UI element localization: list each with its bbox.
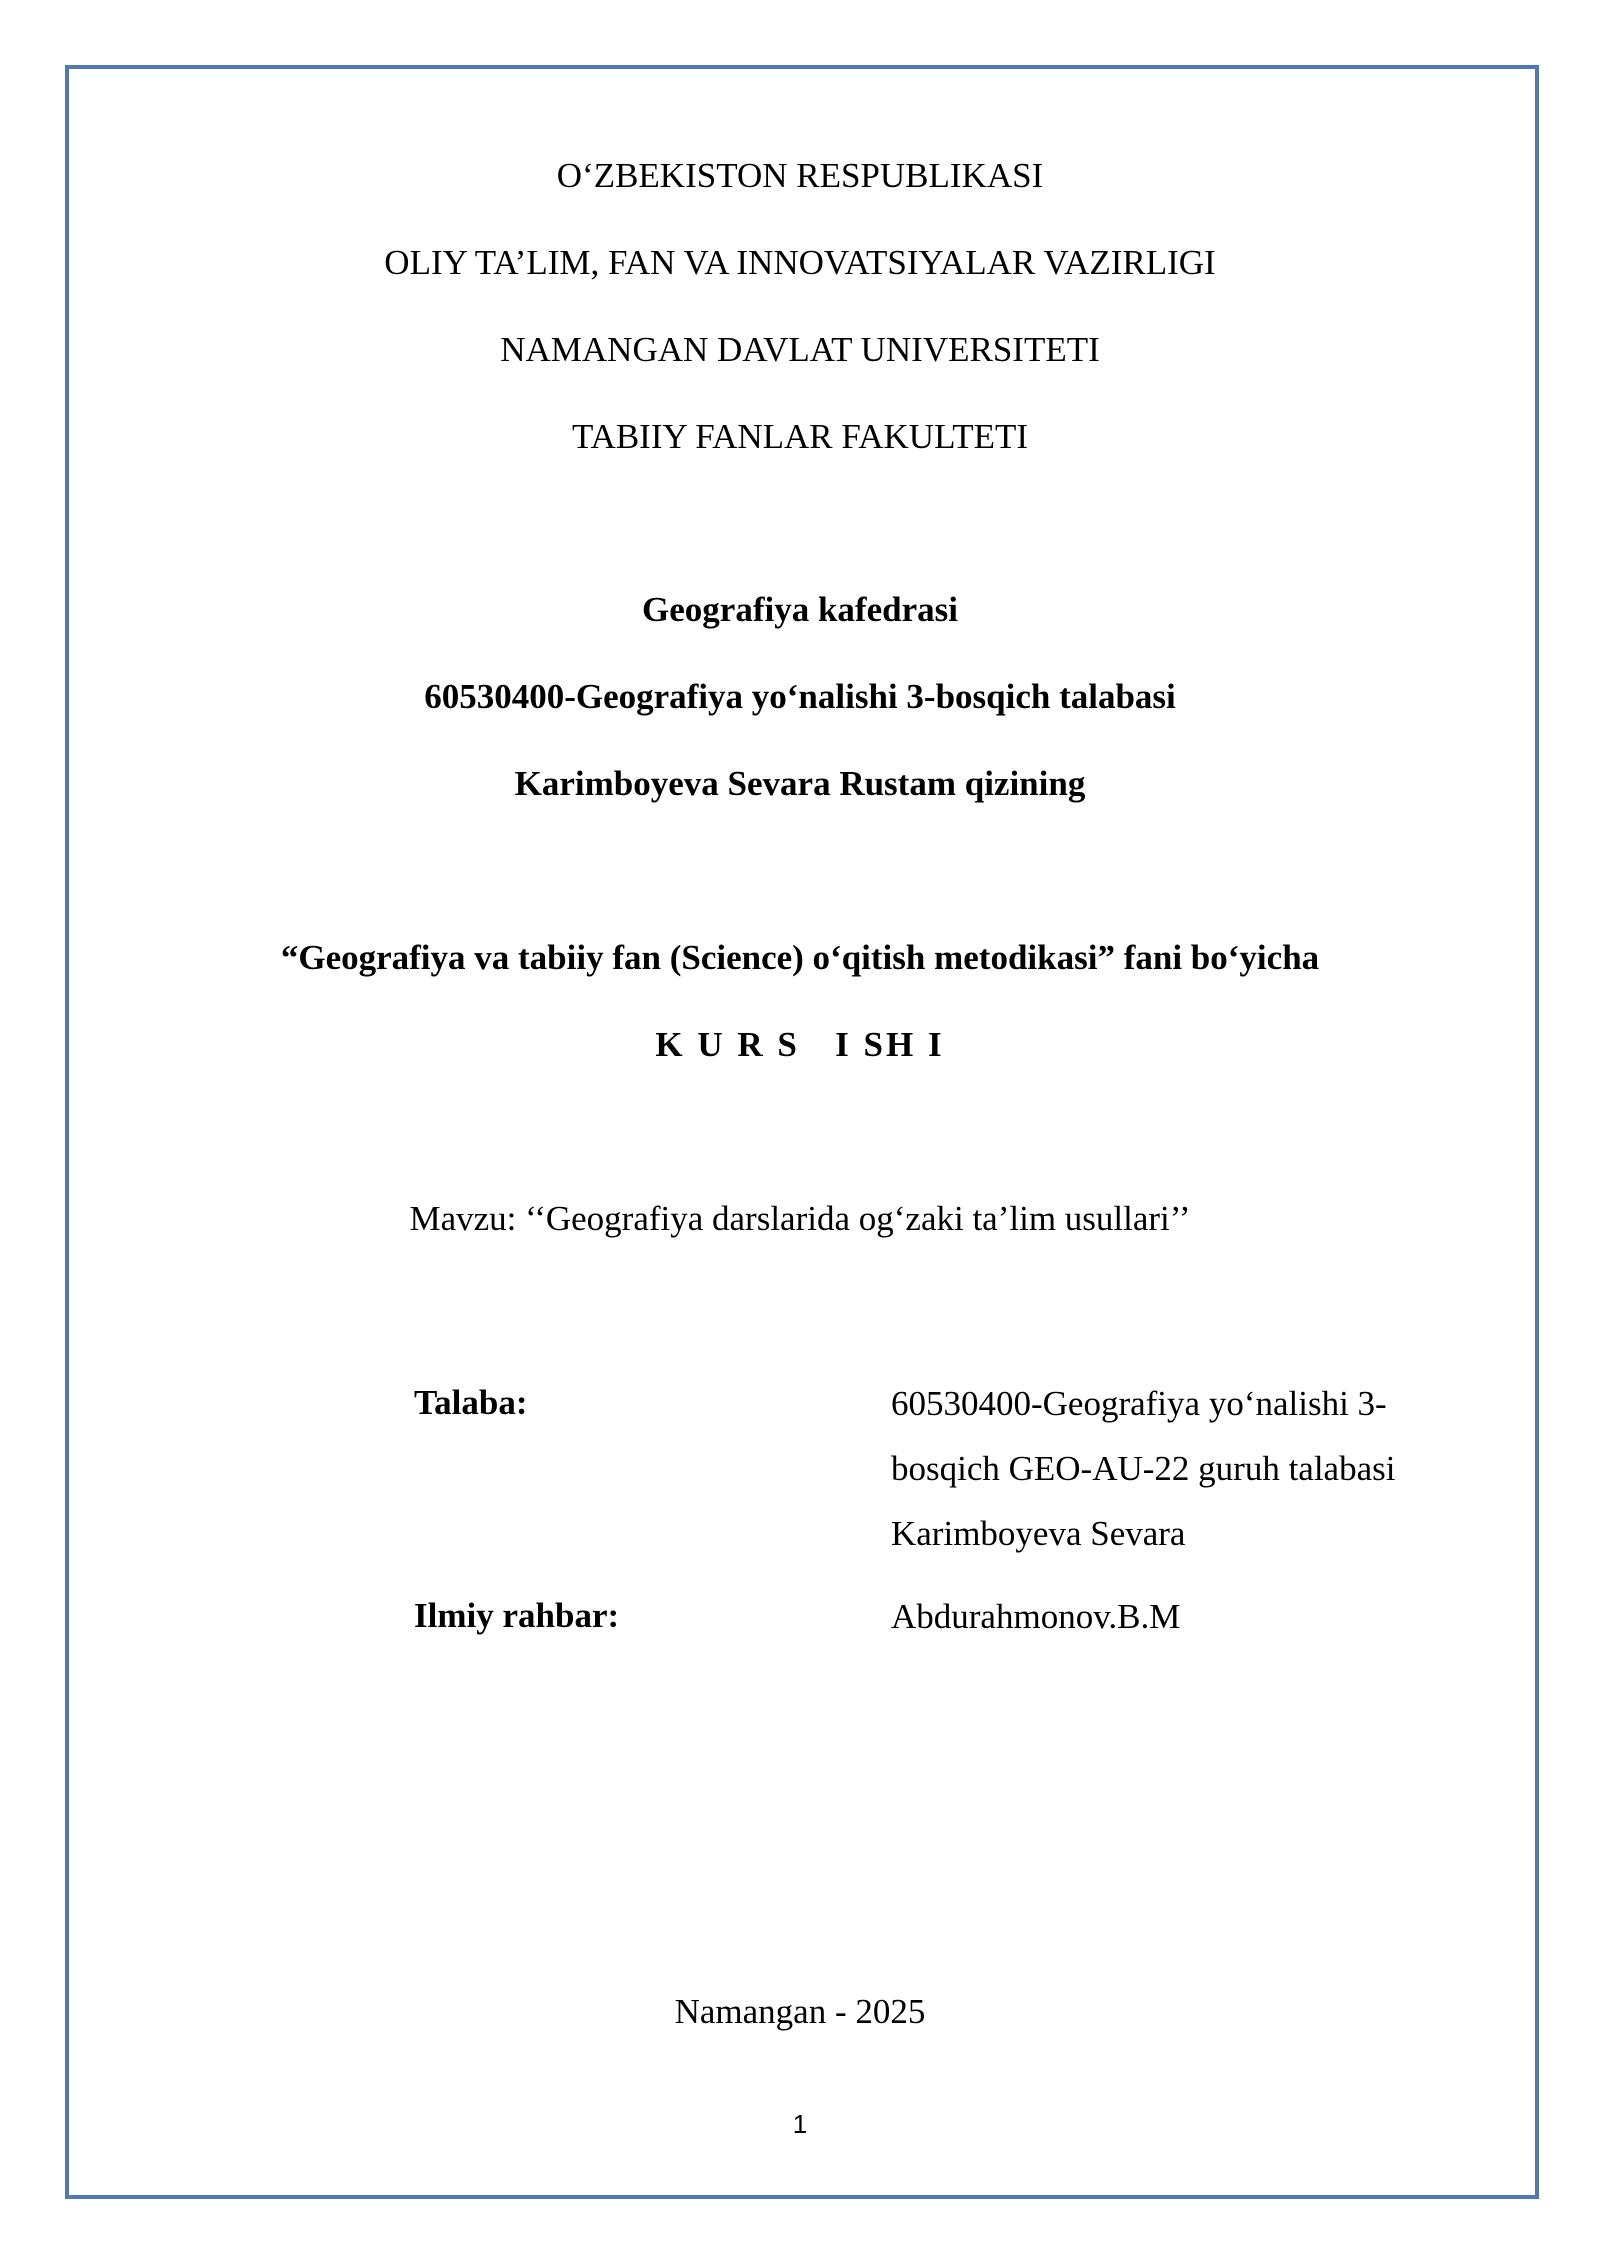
page-number: 1 [792, 2109, 808, 2139]
supervisor-label: Ilmiy rahbar: [414, 1596, 620, 1635]
work-type-title: K U R S I SH I [655, 1025, 945, 1064]
topic-line: Mavzu: ‘‘Geografiya darslarida og‘zaki ta’lim usullari’’ [409, 1199, 1191, 1238]
header-faculty: TABIIY FANLAR FAKULTETI [571, 417, 1029, 456]
header-ministry: OLIY TA’LIM, FAN VA INNOVATSIYALAR VAZIRLIGI [384, 243, 1216, 282]
student-value-line-1: 60530400-Geografiya yo‘nalishi 3- [891, 1384, 1387, 1423]
header-university: NAMANGAN DAVLAT UNIVERSITETI [500, 330, 1100, 369]
header-republic: O‘ZBEKISTON RESPUBLIKASI [556, 156, 1044, 195]
page-border [65, 65, 1539, 2199]
place-year: Namangan - 2025 [674, 1992, 926, 2031]
student-value-line-3: Karimboyeva Sevara [891, 1514, 1186, 1553]
department-title: Geografiya kafedrasi [642, 590, 958, 629]
student-label: Talaba: [414, 1383, 528, 1422]
supervisor-value: Abdurahmonov.B.M [891, 1597, 1181, 1636]
program-line: 60530400-Geografiya yo‘nalishi 3-bosqich talabasi [424, 677, 1176, 716]
student-value-line-2: bosqich GEO-AU-22 guruh talabasi [891, 1449, 1396, 1488]
course-subject: “Geografiya va tabiiy fan (Science) o‘qitish metodikasi” fani bo‘yicha [280, 938, 1320, 977]
student-name-line: Karimboyeva Sevara Rustam qizining [514, 764, 1086, 803]
